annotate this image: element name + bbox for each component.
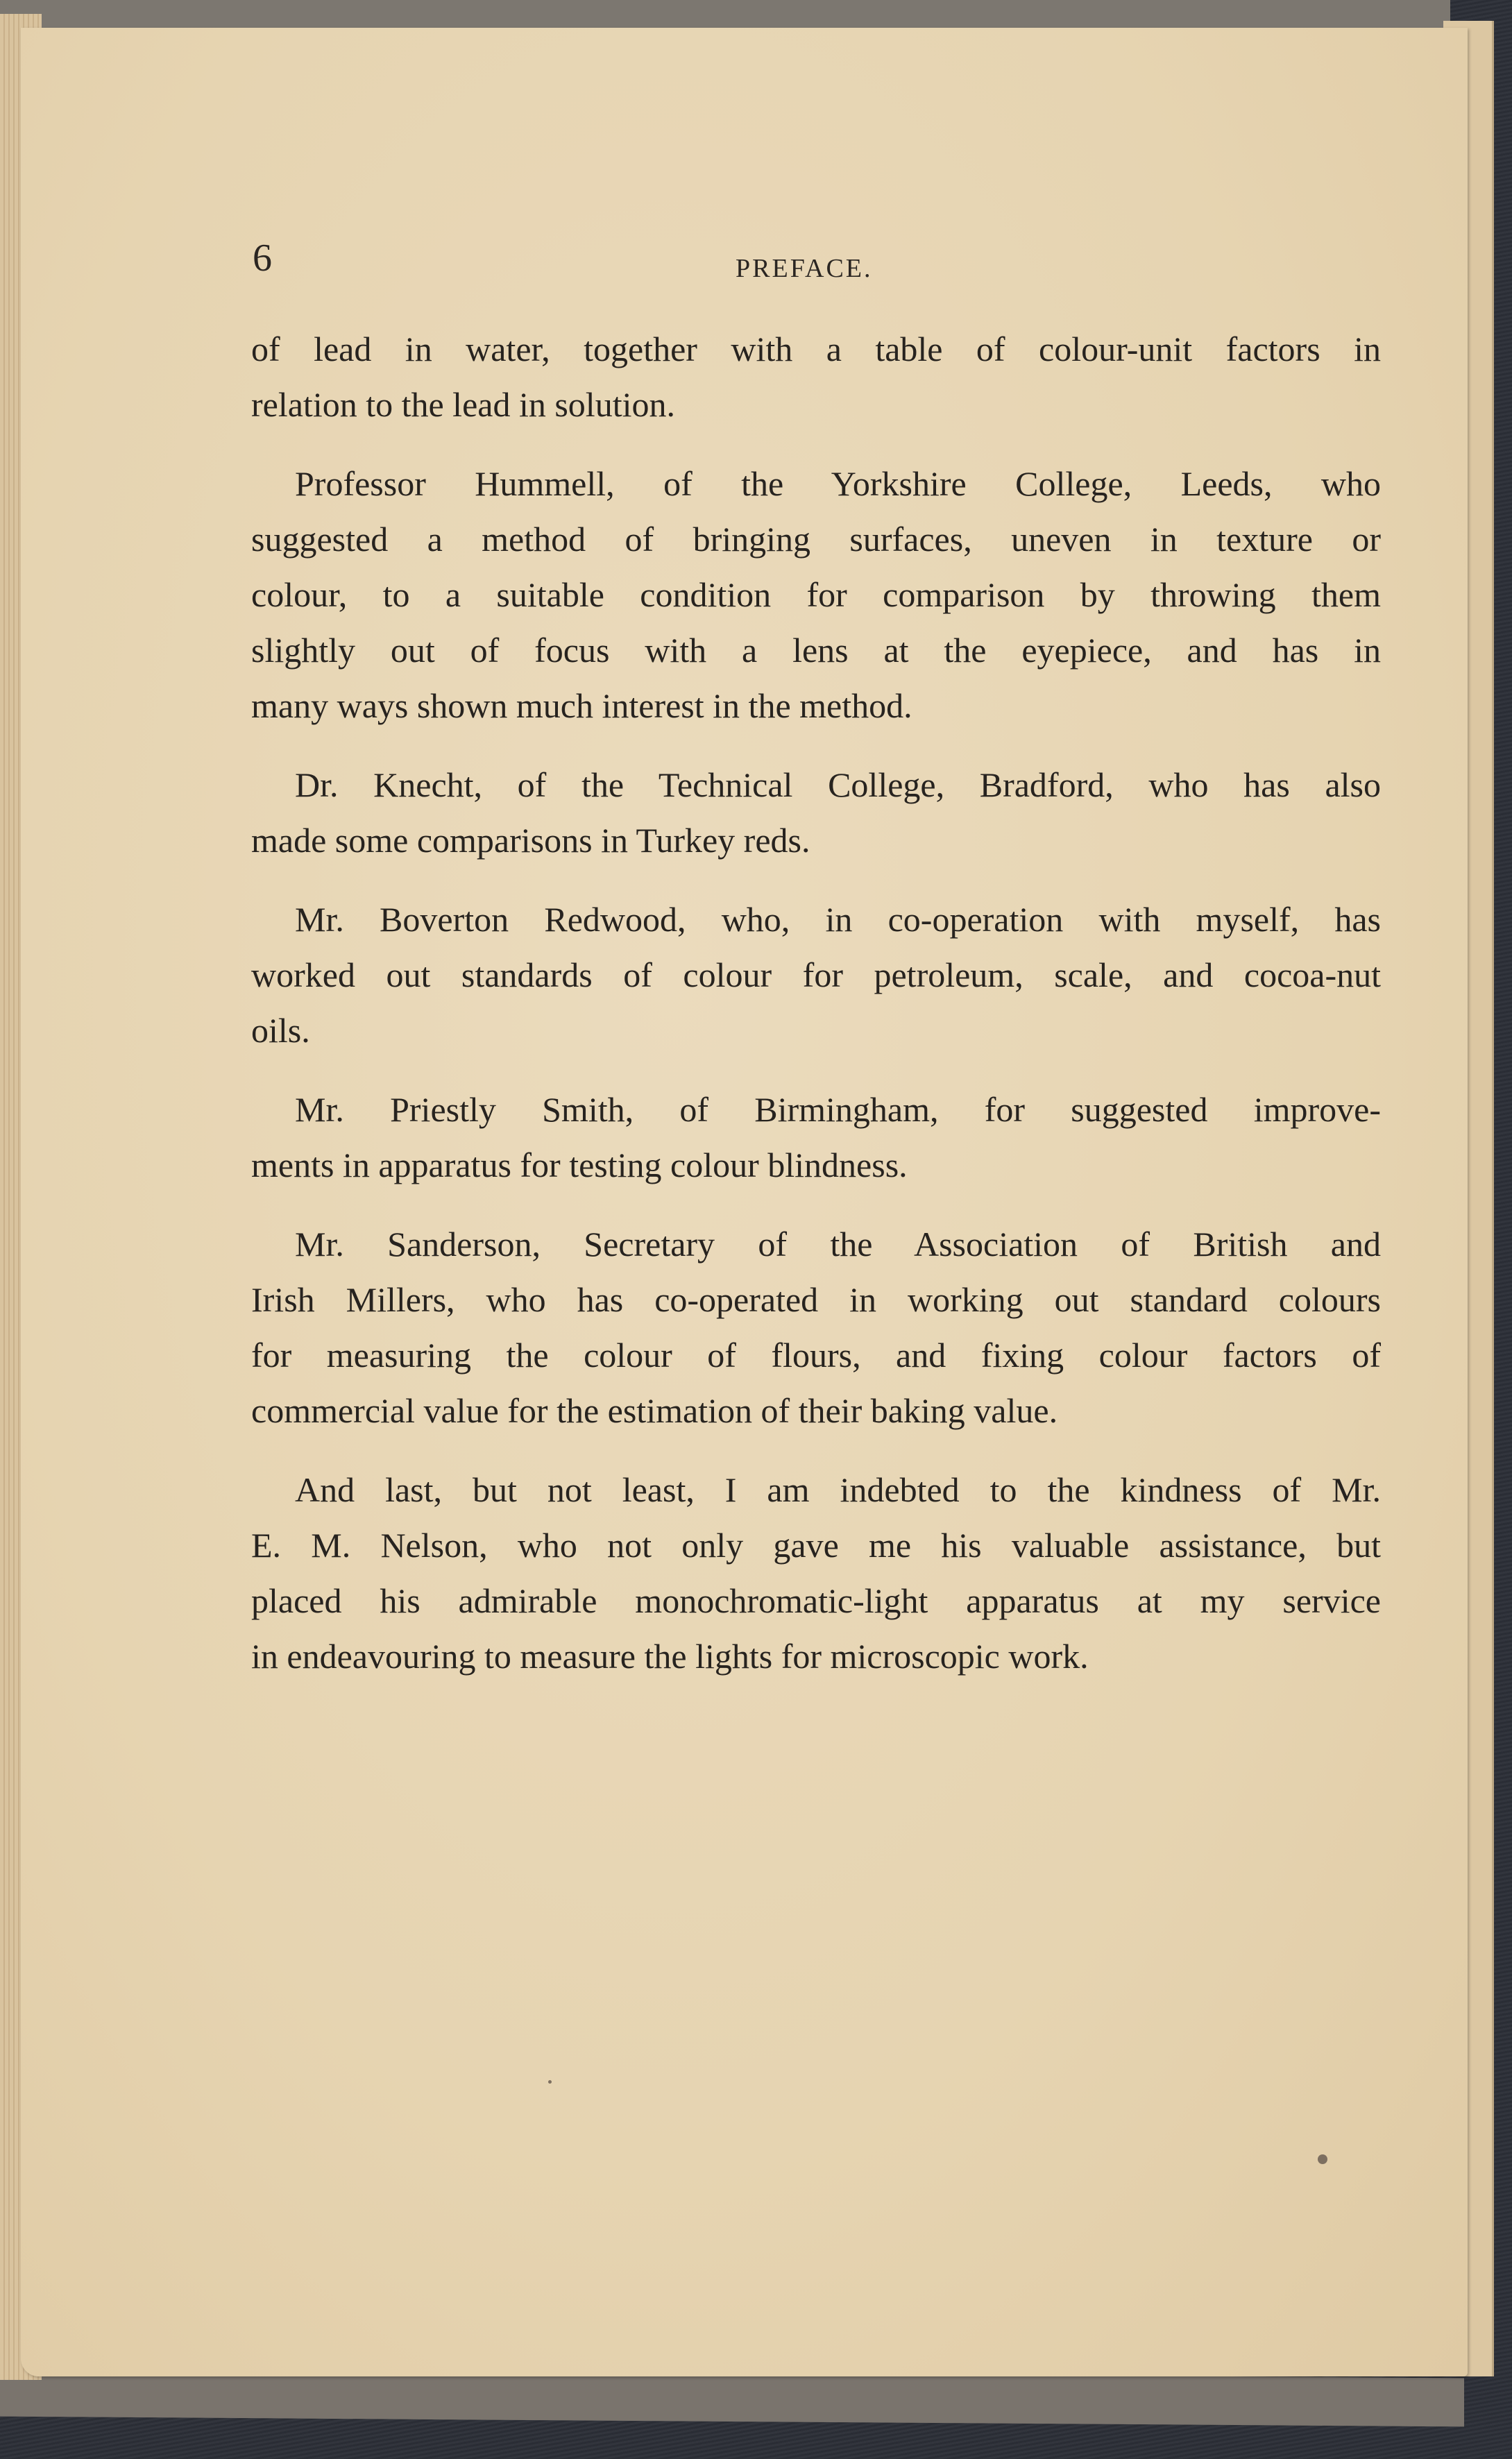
book-edge-top (0, 0, 1450, 28)
text-line: Irish Millers, who has co-operated in working out standard colours (251, 1280, 1381, 1319)
text-line: slightly out of focus with a lens at the eyepiece, and has in (251, 631, 1381, 670)
running-head: PREFACE. (736, 254, 873, 283)
paragraph (251, 1216, 1381, 1438)
text-line: worked out standards of colour for petroleum, scale, and cocoa-nut (251, 955, 1381, 994)
text-line: commercial value for the estimation of their baking value. (251, 1391, 1058, 1430)
text-line: made some comparisons in Turkey reds. (251, 821, 810, 860)
text-line: Mr. Boverton Redwood, who, in co-operation with myself, has (295, 900, 1381, 939)
text-line: colour, to a suitable condition for comparison by throwing them (251, 575, 1381, 614)
paragraph (251, 1462, 1381, 1684)
text-line: in endeavouring to measure the lights for microscopic work. (251, 1637, 1089, 1676)
text-line: placed his admirable monochromatic-light apparatus at my service (251, 1581, 1381, 1620)
text-line: Mr. Sanderson, Secretary of the Association of British and (295, 1225, 1381, 1263)
text-line: relation to the lead in solution. (251, 385, 675, 424)
text-line: Professor Hummell, of the Yorkshire College, Leeds, who (295, 464, 1381, 503)
text-line: oils. (251, 1011, 310, 1050)
text-line: suggested a method of bringing surfaces, uneven in texture or (251, 520, 1381, 559)
text-line: E. M. Nelson, who not only gave me his valuable assistance, but (251, 1526, 1381, 1565)
text-line: Mr. Priestly Smith, of Birmingham, for suggested improve- (295, 1090, 1381, 1129)
page-body-text (251, 321, 1381, 1708)
paragraph (251, 456, 1381, 733)
book-board-bottom (0, 2368, 1464, 2427)
text-line: many ways shown much interest in the method. (251, 686, 912, 725)
text-line: And last, but not least, I am indebted to the kindness of Mr. (295, 1470, 1381, 1509)
paper-blemish (1318, 2154, 1327, 2164)
paragraph (251, 321, 1381, 432)
paper-blemish (548, 2080, 552, 2084)
text-line: of lead in water, together with a table of colour-unit factors in (251, 330, 1381, 368)
paragraph (251, 1082, 1381, 1193)
text-line: ments in apparatus for testing colour blindness. (251, 1146, 908, 1184)
paragraph (251, 892, 1381, 1058)
page-number: 6 (253, 237, 272, 280)
paragraph (251, 757, 1381, 868)
text-line: Dr. Knecht, of the Technical College, Bradford, who has also (295, 765, 1381, 804)
text-line: for measuring the colour of flours, and fixing colour factors of (251, 1336, 1381, 1375)
